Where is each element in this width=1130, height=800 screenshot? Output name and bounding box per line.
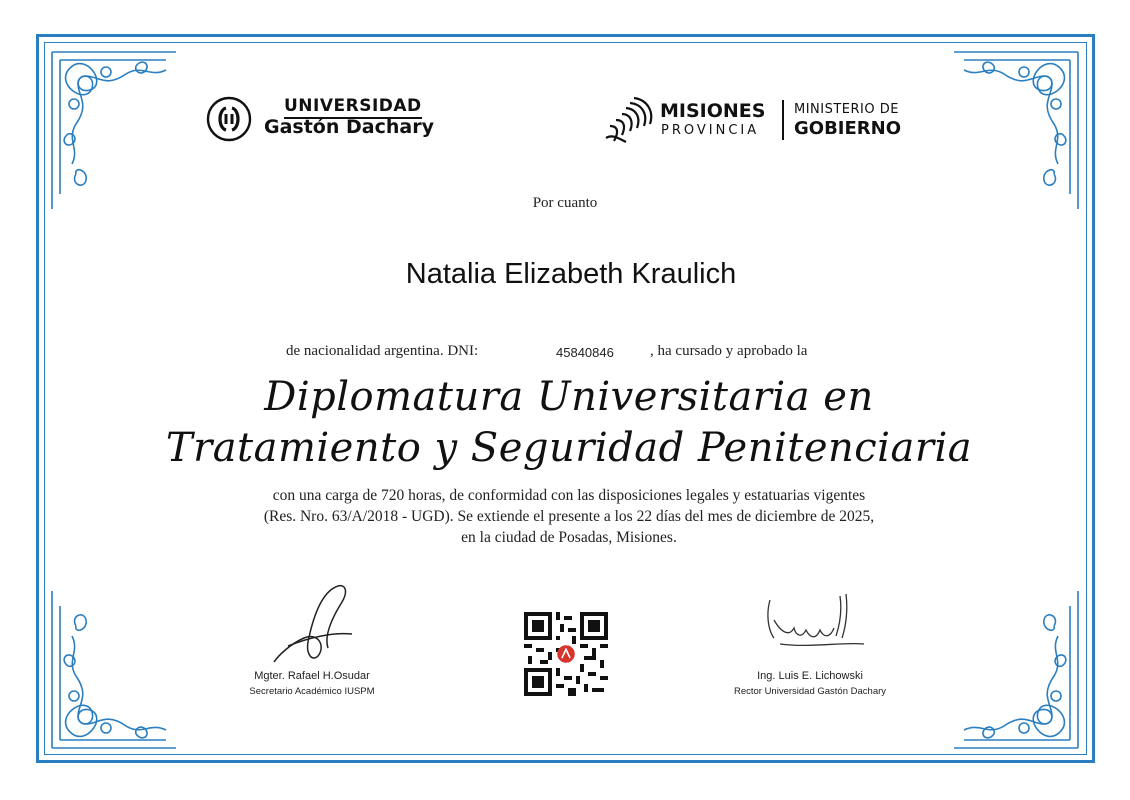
- qr-code[interactable]: [524, 612, 608, 696]
- por-cuanto-text: Por cuanto: [532, 195, 598, 211]
- ministerio-logo-line2: GOBIERNO: [794, 118, 902, 139]
- signer-right-title: Rector Universidad Gastón Dachary: [733, 686, 887, 697]
- logo-divider: [782, 100, 784, 140]
- ornament-bottom-right: [944, 586, 1084, 756]
- body-line-1: con una carga de 720 horas, de conformidad con las disposiciones legales y estatuarias vigentes: [272, 487, 866, 504]
- dni-value: 45840846: [556, 345, 614, 360]
- signer-left-name: Mgter. Rafael H.Osudar: [254, 670, 370, 682]
- ugd-logo-line1: UNIVERSIDAD: [284, 96, 422, 119]
- fingerprint-icon: [604, 94, 658, 146]
- ugd-emblem-icon: [206, 96, 252, 142]
- signer-right-name: Ing. Luis E. Lichowski: [757, 670, 863, 682]
- ministerio-logo-line1: MINISTERIO DE: [794, 102, 899, 117]
- misiones-logo: [604, 92, 934, 148]
- signature-left: [268, 582, 378, 668]
- nationality-text: de nacionalidad argentina. DNI:: [286, 343, 479, 359]
- misiones-logo-line1: MISIONES: [660, 100, 766, 122]
- body-line-2: (Res. Nro. 63/A/2018 - UGD). Se extiende el presente a los 22 días del mes de diciembre de 2025,: [263, 508, 875, 525]
- misiones-logo-line2: PROVINCIA: [661, 123, 760, 138]
- certificate-body: [0, 485, 1130, 548]
- body-line-3: en la ciudad de Posadas, Misiones.: [461, 529, 677, 546]
- ornament-top-left: [46, 44, 186, 214]
- ugd-logo: [206, 92, 446, 148]
- ugd-logo-line2: Gastón Dachary: [264, 116, 434, 138]
- signature-right: [760, 590, 870, 660]
- program-title-line1: Diplomatura Universitaria en: [264, 374, 874, 420]
- signer-left-title: Secretario Académico IUSPM: [249, 686, 375, 697]
- recipient-name: Natalia Elizabeth Kraulich: [405, 258, 737, 290]
- ornament-top-right: [944, 44, 1084, 214]
- program-title-line2: Tratamiento y Seguridad Penitenciaria: [165, 425, 973, 471]
- approved-text: , ha cursado y aprobado la: [650, 343, 808, 359]
- ornament-bottom-left: [46, 586, 186, 756]
